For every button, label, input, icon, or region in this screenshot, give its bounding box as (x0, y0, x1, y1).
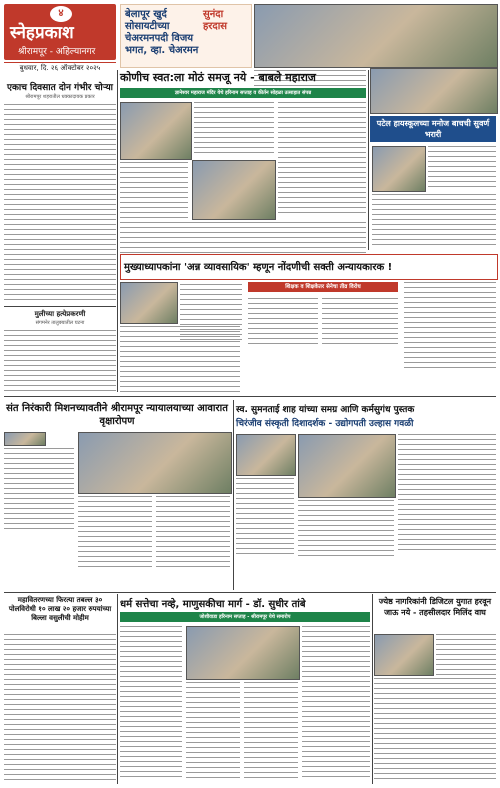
senior-text-1 (436, 634, 496, 679)
kolhapur-text-4 (278, 102, 366, 217)
book-headline: स्व. सुमनताई शाह यांच्या समग्र आणि कर्मसुगंध पुस्तक (236, 405, 415, 415)
dharma-headline: धर्म सत्तेचा नव्हे, माणुसकीचा मार्ग - डॉ. सुधीर तांबे (120, 599, 306, 610)
column-divider (372, 594, 373, 784)
column-divider (368, 70, 369, 250)
mahavitaran-headline: महावितरणच्या फिरत्या तबल्ल ३० पोलविरोधी १० लाख २० हजार रुपयांच्या बिल्ला वसुलीची मोहीम (8, 596, 112, 622)
col1-text (4, 104, 116, 304)
kolhapur-photo-2 (192, 160, 276, 220)
nirankari-text-1 (4, 448, 74, 533)
book-photo (236, 434, 296, 476)
masthead (4, 4, 116, 60)
patel-text-1 (428, 146, 496, 191)
dharma-text-1 (120, 626, 182, 781)
patel-text-2 (372, 194, 496, 249)
top-story-headline-box (120, 4, 252, 68)
book-subheadline: चिरंजीव संस्कृती दिशादर्शक - उद्योगपती उल्हास गवळी (236, 419, 414, 429)
lead-text-5 (120, 326, 240, 396)
column-divider (233, 400, 234, 590)
kolhapur-text-3 (120, 222, 366, 257)
senior-photo (374, 634, 434, 676)
nirankari-photo-2 (78, 432, 232, 494)
dharma-banner: जोशीवाडा हरिनाम सप्ताह - श्रीरामपूर येथे समारोप (120, 612, 370, 622)
kolhapur-headline: कोणीच स्वत:ला मोठं समजू नये - बाबले महाराज (120, 71, 316, 84)
nirankari-text-3 (156, 496, 230, 571)
lead-text-3 (322, 298, 398, 348)
section-divider (4, 396, 496, 397)
kolhapur-text-1 (194, 102, 274, 157)
col1-sub-2: संगमनेर तालुक्यातील घटना (35, 320, 85, 326)
lead-photo (120, 282, 178, 324)
book-text-1 (236, 478, 294, 558)
mahavitaran-text (4, 634, 116, 784)
patel-photo (372, 146, 426, 192)
lead-text-2 (248, 298, 318, 348)
issue-number: ४ (50, 6, 72, 22)
top-story-headline: बेलापूर खुर्द सोसायटीच्या चेअरमनपदी विजय भगत, व्हा. चेअरमन (125, 9, 199, 56)
senior-text-2 (374, 678, 496, 783)
nirankari-text-2 (78, 496, 152, 571)
lead-text-4 (404, 282, 496, 372)
column-divider (117, 594, 118, 784)
kolhapur-photo (120, 102, 192, 160)
book-text-2 (298, 500, 394, 560)
newspaper-name: स्नेहप्रकाश (10, 23, 74, 43)
col1-subheadline: श्रीरामपूर शहरातील धक्कादायक प्रकार (25, 94, 95, 100)
section-divider (4, 592, 496, 593)
top-story-photo-2 (370, 68, 498, 114)
dateline: बुधवार, दि. २६ ऑक्टोबर २०२५ (4, 62, 116, 73)
col1-text-2 (4, 330, 116, 395)
lead-headline: मुख्याध्यापकांना 'अन्न व्यावसायिक' म्हणून नोंदणीची सक्ती अन्यायकारक ! (124, 262, 393, 273)
nirankari-headline: संत निरंकारी मिशनच्यावतीने श्रीरामपूर न्यायालयाच्या आवारात वृक्षारोपण (6, 403, 228, 427)
book-text-3 (398, 434, 496, 554)
dharma-text-4 (302, 626, 370, 781)
top-story-photo (254, 4, 498, 68)
patel-headline: पटेल हायस्कूलच्या मनोज बाचची सुवर्ण भरारी (376, 119, 490, 139)
dharma-photo (186, 626, 300, 680)
newspaper-place: श्रीरामपूर - अहिल्यानगर (18, 47, 96, 57)
column-divider (117, 70, 118, 392)
col1-headline: एकाच दिवसात दोन गंभीर चोऱ्या (6, 83, 114, 93)
top-story-headline-red: सुनंदा हरदास (203, 9, 228, 32)
col1-headline-2: मुलीच्या हत्येप्रकरणी (34, 310, 86, 318)
book-photo-2 (298, 434, 396, 498)
dharma-text-3 (244, 682, 298, 782)
nirankari-photo (4, 432, 46, 446)
col1-divider (4, 306, 116, 307)
kolhapur-banner: ज्ञानेश्वर महाराज मंदिर येथे हरिनाम सप्ताह व कीर्तन सोहळा उत्साहात संपन्न (120, 88, 366, 98)
senior-headline: ज्येष्ठ नागरिकांनी डिजिटल युगात हरवून जाऊ नये - तहसीलदार मिलिंद वाघ (378, 597, 492, 617)
lead-banner: शिक्षक व शिक्षकेतर सेनेचा तीव्र विरोध (248, 282, 398, 292)
dharma-text-2 (186, 682, 240, 782)
